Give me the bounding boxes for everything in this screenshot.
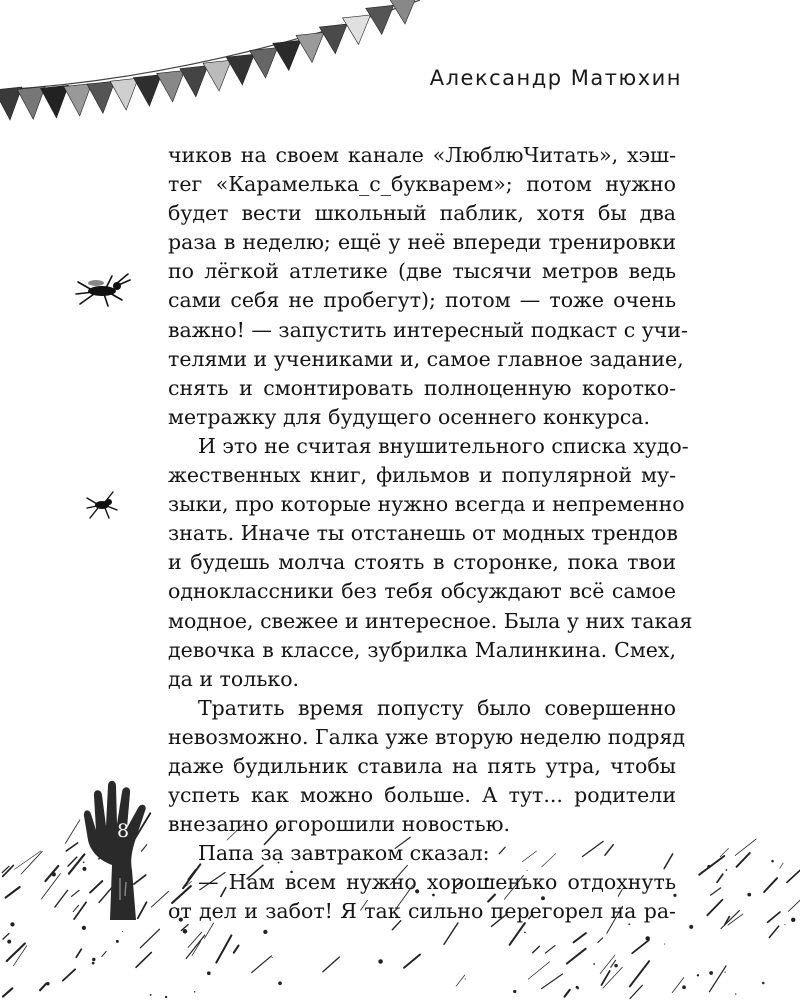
ink-stroke xyxy=(598,938,603,943)
text-line: сами себя не пробегут); потом — тоже очень xyxy=(168,288,676,313)
ink-stroke xyxy=(41,874,60,899)
bunting-flag xyxy=(343,15,371,44)
text-line: чиков на своем канале «ЛюблюЧитать», хэш- xyxy=(168,143,676,167)
ink-dot xyxy=(614,964,618,968)
ink-stroke xyxy=(76,949,81,957)
ink-dot xyxy=(92,958,95,961)
ink-dot xyxy=(207,971,211,975)
bunting-flag xyxy=(389,0,417,24)
text-line: телями и учениками и, самое главное задание, xyxy=(168,346,684,371)
text-line: зыки, про которые нужно всегда и непременно xyxy=(168,492,685,517)
ink-dot xyxy=(771,860,774,863)
ink-dot xyxy=(116,940,119,943)
ink-stroke xyxy=(404,955,420,968)
bunting-flag xyxy=(226,54,254,85)
ink-stroke xyxy=(630,961,649,986)
text-line: тег «Карамелька_с_букварем»; потом нужно xyxy=(168,172,676,197)
ink-dot xyxy=(194,991,196,993)
ink-stroke xyxy=(3,933,9,939)
ink-stroke xyxy=(707,900,722,916)
fly-icon xyxy=(72,270,134,312)
bunting-flag xyxy=(273,40,301,70)
bunting-flag xyxy=(110,78,138,110)
ink-dot xyxy=(272,957,273,958)
ink-stroke xyxy=(528,962,549,979)
ink-dot xyxy=(682,985,686,989)
ink-stroke xyxy=(787,865,800,883)
ink-stroke xyxy=(567,949,586,964)
ink-stroke xyxy=(6,887,20,897)
ink-dot xyxy=(762,982,765,985)
ink-dot xyxy=(183,929,188,934)
ink-stroke xyxy=(699,856,724,875)
ink-stroke xyxy=(102,951,106,956)
fly-icon xyxy=(85,488,119,522)
ink-dot xyxy=(165,996,167,998)
zombie-hand-icon xyxy=(80,770,170,920)
ink-stroke xyxy=(40,984,46,991)
ink-stroke xyxy=(780,863,783,868)
ink-dot xyxy=(784,924,785,925)
ink-dot xyxy=(150,994,152,996)
ink-dot xyxy=(10,922,14,926)
ink-stroke xyxy=(630,985,642,998)
text-line: раза в неделю; ещё у неё впереди тренировки xyxy=(168,230,676,255)
ink-stroke xyxy=(764,878,777,892)
bunting-flag xyxy=(366,5,394,34)
ink-stroke xyxy=(632,940,649,953)
ink-stroke xyxy=(188,932,202,947)
ink-stroke xyxy=(711,888,721,895)
ink-dot xyxy=(465,978,466,979)
bunting-flag xyxy=(133,75,161,107)
bunting-flag xyxy=(250,48,278,78)
text-line: модное, свежее и интересное. Была у них такая xyxy=(168,608,693,633)
page-number: 8 xyxy=(116,820,130,842)
text-line: по лёгкой атлетике (две тысячи метров ведь xyxy=(168,259,676,284)
text-line: — Нам всем нужно хорошенько отдохнуть xyxy=(198,870,676,895)
ink-dot xyxy=(278,981,282,985)
bunting-flag xyxy=(17,86,45,119)
ink-dot xyxy=(645,936,649,940)
ink-dot xyxy=(593,963,595,965)
ink-dot xyxy=(707,865,710,868)
text-line: от дел и забот! Я так сильно перегорел на ра- xyxy=(168,899,676,924)
text-body xyxy=(168,141,693,927)
text-line: и будешь молча стоять в сторонке, пока твои xyxy=(168,550,676,575)
ink-stroke xyxy=(672,978,684,993)
ink-stroke xyxy=(216,935,231,962)
text-line: Тратить время попусту было совершенно xyxy=(198,695,676,720)
ink-dot xyxy=(689,925,693,929)
ink-stroke xyxy=(768,912,780,922)
ink-stroke xyxy=(601,971,609,985)
text-line: даже будильник ставила на пять утра, чтобы xyxy=(168,753,676,778)
ink-stroke xyxy=(66,843,77,851)
bunting-decoration xyxy=(0,0,800,130)
bunting-flag xyxy=(180,66,208,97)
ink-dot xyxy=(697,974,699,976)
text-line: жественных книг, фильмов и популярной му- xyxy=(168,463,676,488)
ink-dot xyxy=(7,940,11,944)
ink-stroke xyxy=(565,990,570,997)
running-header-author: Александр Матюхин xyxy=(429,66,682,90)
bunting-flag xyxy=(87,81,115,113)
bunting-flag xyxy=(203,60,231,91)
text-line: внезапно огорошили новостью. xyxy=(168,812,510,837)
text-line: невозможно. Галка уже вторую неделю подряд xyxy=(168,724,685,749)
bunting-flag xyxy=(296,32,324,62)
text-line: знать. Иначе ты отстанешь от модных трендов xyxy=(168,521,678,546)
ink-dot xyxy=(747,893,751,897)
bunting-flag xyxy=(319,24,347,54)
bunting-flag xyxy=(64,84,92,116)
ink-dot xyxy=(724,971,725,972)
ink-stroke xyxy=(788,897,800,911)
ink-dot xyxy=(82,926,86,930)
ink-stroke xyxy=(3,988,12,996)
ink-dot xyxy=(263,930,267,934)
bunting-flag xyxy=(157,70,185,101)
ink-dot xyxy=(46,982,49,985)
ink-dot xyxy=(92,962,95,965)
ink-stroke xyxy=(140,929,159,948)
ink-stroke xyxy=(456,975,465,986)
ink-dot xyxy=(576,986,579,989)
ink-dot xyxy=(709,971,713,975)
ink-stroke xyxy=(323,957,340,972)
ink-dot xyxy=(378,959,383,964)
text-line: снять и смонтировать полноценную коротко- xyxy=(168,375,676,400)
ink-dot xyxy=(664,944,665,945)
ink-dot xyxy=(735,993,736,994)
ink-dot xyxy=(52,872,56,876)
ink-stroke xyxy=(71,890,79,896)
ink-stroke xyxy=(63,969,75,980)
ink-stroke xyxy=(65,820,79,844)
ink-stroke xyxy=(542,974,563,989)
ink-stroke xyxy=(73,905,78,911)
text-line: успеть как можно больше. А тут... родители xyxy=(168,783,676,808)
ink-dot xyxy=(725,869,727,871)
text-line: да и только. xyxy=(168,666,300,691)
ink-stroke xyxy=(769,926,778,937)
ink-stroke xyxy=(55,890,68,907)
text-line: Папа за завтраком сказал: xyxy=(198,841,490,866)
ink-dot xyxy=(524,932,526,934)
ink-stroke xyxy=(721,911,739,929)
text-line: будет вести школьный паблик, хотя бы два xyxy=(168,201,676,226)
text-line: метражку для будущего осеннего конкурса. xyxy=(168,404,651,429)
ink-stroke xyxy=(737,853,750,867)
ink-stroke xyxy=(533,946,540,952)
ink-stroke xyxy=(545,946,555,954)
ink-stroke xyxy=(252,956,272,973)
ink-stroke xyxy=(234,946,239,953)
ink-dot xyxy=(791,918,795,922)
text-line: важно! — запустить интересный подкаст с учи- xyxy=(168,317,688,342)
text-line: девочка в классе, зубрилка Малинкина. Смех, xyxy=(168,637,676,662)
ink-stroke xyxy=(735,839,756,856)
bunting-flag xyxy=(40,85,68,118)
text-line: одноклассники без тебя обсуждают всё самое xyxy=(168,579,676,604)
ink-stroke xyxy=(717,874,723,882)
ink-stroke xyxy=(136,952,151,967)
ink-stroke xyxy=(709,966,725,992)
ink-dot xyxy=(513,990,516,993)
ink-stroke xyxy=(574,933,586,942)
text-line: И это не считая внушительного списка худо- xyxy=(198,433,689,458)
ink-dot xyxy=(122,931,123,932)
